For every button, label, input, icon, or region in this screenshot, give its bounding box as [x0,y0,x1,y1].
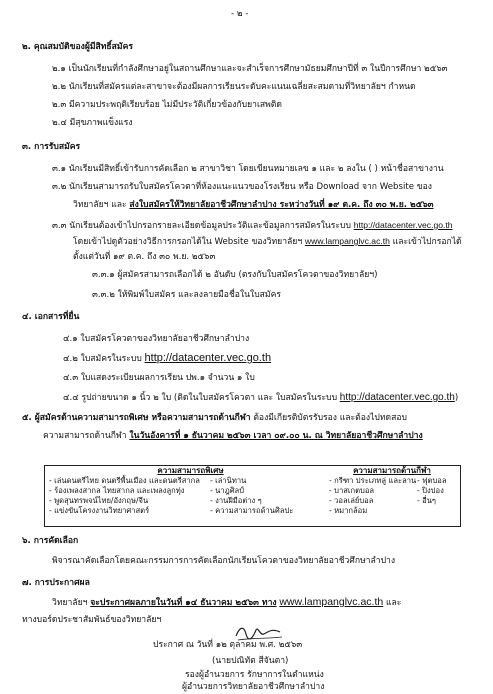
sec4-item-2-label: ๔.๒ ใบสมัครในระบบ [63,354,142,364]
lampanglvc-link-2[interactable]: www.lampanglvc.ac.th [279,596,384,608]
sec4-item-4-end: ) [454,393,459,403]
signer-position-2: ผู้อำนวยการวิทยาลัยอาชีวศึกษาลำปาง [182,682,325,692]
sport-item: - วอลเล่ย์บอล [329,496,374,505]
special-talent-title: ความสามารถพิเศษ [157,466,224,475]
special-talent-column [73,466,308,476]
signature-graphic [232,622,284,644]
sport-item: - อื่นๆ [417,496,436,505]
sport-list-left [329,476,416,516]
result-date: จะประกาศผลภายในวันที่ ๑๔ ธันวาคม ๒๕๖๓ ทาง [90,598,277,608]
special-talent-list-right [210,476,293,516]
section-6-title: ๖. การคัดเลือก [22,536,79,546]
sec4-item-1: ๔.๑ ใบสมัครโควตาของวิทยาลัยอาชีวศึกษาลำปาง [63,334,250,344]
talent-box [44,465,461,527]
section-4-title: ๔. เอกสารที่ยื่น [22,312,80,322]
sport-list-right [417,476,447,506]
sec2-item-4: ๒.๔ มีสุขภาพแข็งแรง [52,118,133,128]
section-5-heading: ๕. ผู้สมัครด้านความสามารถพิเศษ หรือความสามารถด้านกีฬา [22,413,251,423]
sec3-item-2-line1: ๓.๒ นักเรียนสามารถรับใบสมัครโควตาที่ห้องแนะแนวของโรงเรียน หรือ Download จาก Website ของ [52,182,432,192]
section-2-title: ๒. คุณสมบัติของผู้มีสิทธิ์สมัคร [22,42,133,52]
section-7-lead: วิทยาลัยฯ [52,598,88,608]
sport-column [327,466,457,476]
sec4-item-4 [63,392,458,404]
special-item: - ความสามารถด้านศิลปะ [210,506,294,515]
sec3-item-2-lead: วิทยาลัยฯ และ [73,200,127,210]
sec3-item-3-line3: ตั้งแต่วันที่ ๑๙ ต.ค. ถึง ๓๐ พ.ย. ๒๕๖๓ [73,252,216,262]
sec3-sub-2: ๓.๓.๒ ให้พิมพ์ใบสมัคร และลงลายมือชื่อในใบสมัคร [92,290,281,300]
sec3-item-3-line1 [52,220,453,232]
section-5-line2-lead: ความสามารถด้านกีฬา [43,431,127,441]
sec3-item-1: ๓.๑ นักเรียนมีสิทธิ์เข้ารับการคัดเลือก ๒ สาขาวิชา โดยเขียนหมายเลข ๑ และ ๒ ลงใน ( ) หน้าชื่อสาขางาน [52,164,444,174]
sec2-item-2: ๒.๒ นักเรียนที่สมัครแต่ละสาขาจะต้องมีผลการเรียนระดับคะแนนเฉลี่ยสะสมตามที่วิทยาลัยฯ กำหนด [52,82,416,92]
datacenter-link-2[interactable]: http://datacenter.vec.go.th [144,352,272,364]
sec3-item-3-text: โดยเข้าไปดูตัวอย่างวิธีการกรอกได้ใน Website ของวิทยาลัยฯ [73,237,303,247]
section-7-and: และ [385,598,402,608]
sport-title: ความสามารถด้านกีฬา [353,466,431,475]
sec3-sub-1: ๓.๓.๑ ผู้สมัครสามารถเลือกได้ ๒ อันดับ (ตรงกับใบสมัครโควตาของวิทยาลัยฯ) [92,270,378,280]
special-talent-list-left [49,476,200,516]
datacenter-link[interactable]: http://datacenter.vec.go.th [353,220,453,230]
special-item: - เล่านิทาน [210,476,247,485]
sport-item: - ปิงปอง [417,486,444,495]
sec2-item-3: ๒.๓ มีความประพฤติเรียบร้อย ไม่มีประวัติเกี่ยวข้องกับยาเสพติด [52,100,282,110]
section-7-line2: ทางบอร์ดประชาสัมพันธ์ของวิทยาลัยฯ [22,615,162,625]
section-7-line1 [52,597,401,609]
special-item: - งานฝีมือต่าง ๆ [210,496,262,505]
signer-position-1: รองผู้อำนวยการ รักษาการในตำแหน่ง [185,670,324,680]
sport-item: - หมากล้อม [329,506,368,515]
sport-item: - กรีฑา ประเภทลู่ และลาน [329,476,417,485]
sec4-item-3: ๔.๓ ใบแสดงระเบียนผลการเรียน ปพ.๑ จำนวน ๑ ใบ [63,373,255,383]
section-5-requirement: ต้องมีเกียรติบัตรรับรอง และต้องไปทดสอบ [253,413,407,423]
sec4-item-4-label: ๔.๔ รูปถ่ายขนาด ๑ นิ้ว ๒ ใบ (ติดในใบสมัครโควตา และ ใบสมัครในระบบ [63,393,338,403]
special-item: - นาฎศิลป์ [210,486,245,495]
section-5-title [22,413,407,424]
datacenter-link-3[interactable]: http://datacenter.vec.go.th [339,392,455,403]
special-item: - พูดสุนทรพจน์ไทย/อังกฤษ/จีน [49,496,149,505]
submission-period: ส่งใบสมัครให้วิทยาลัยอาชีวศึกษาลำปาง ระหว่างวันที่ ๑๙ ต.ค. ถึง ๓๐ พ.ย. ๒๕๖๓ [129,200,434,210]
sec2-item-1: ๒.๑ เป็นนักเรียนที่กำลังศึกษาอยู่ในสถานศึกษาและจะสำเร็จการศึกษามัธยมศึกษาปีที่ ๓ ในปีการศึกษา ๒๕๖๓ [52,64,448,74]
section-7-title: ๗. การประกาศผล [22,578,90,588]
sec3-item-3-line2 [73,236,462,248]
test-date: ในวันอังคารที่ ๑ ธันวาคม ๒๕๖๓ เวลา ๐๙.๐๐ น. ณ วิทยาลัยอาชีวศึกษาลำปาง [129,431,423,441]
sec3-item-3-tail: และเข้าไปกรอกได้ [392,237,462,247]
signer-name: (นายปณิทัต สีจันตา) [212,656,289,666]
special-item: - เล่นดนตรีไทย ดนตรีพื้นเมือง และดนตรีสากล [49,476,200,485]
announce-date: ประกาศ ณ วันที่ ๑๒ ตุลาคม พ.ศ. ๒๕๖๓ [153,640,303,650]
sec4-item-2 [63,353,271,365]
sport-item: - บาสเกตบอล [329,486,375,495]
section-5-line2 [43,431,423,442]
section-6-text: พิจารณาคัดเลือกโดยคณะกรรมการการคัดเลือกนักเรียนโควตาของวิทยาลัยอาชีวศึกษาลำปาง [52,556,396,566]
section-3-title: ๓. การรับสมัคร [22,142,81,152]
sport-item: - ฟุตบอล [417,476,447,485]
sec3-item-2-line2 [73,200,434,211]
page-number: - ๒ - [231,9,249,19]
sec3-item-3-lead: ๓.๓ นักเรียนต้องเข้าไปกรอกรายละเอียดข้อมูลประวัติและข้อมูลการสมัครในระบบ [52,221,351,231]
lampanglvc-link[interactable]: www.lampanglvc.ac.th [304,236,390,246]
special-item: - ร้องเพลงสากล ไทยสากล และเพลงลูกทุ่ง [49,486,185,495]
special-item: - แข่งขันโครงงานวิทยาศาสตร์ [49,506,150,515]
